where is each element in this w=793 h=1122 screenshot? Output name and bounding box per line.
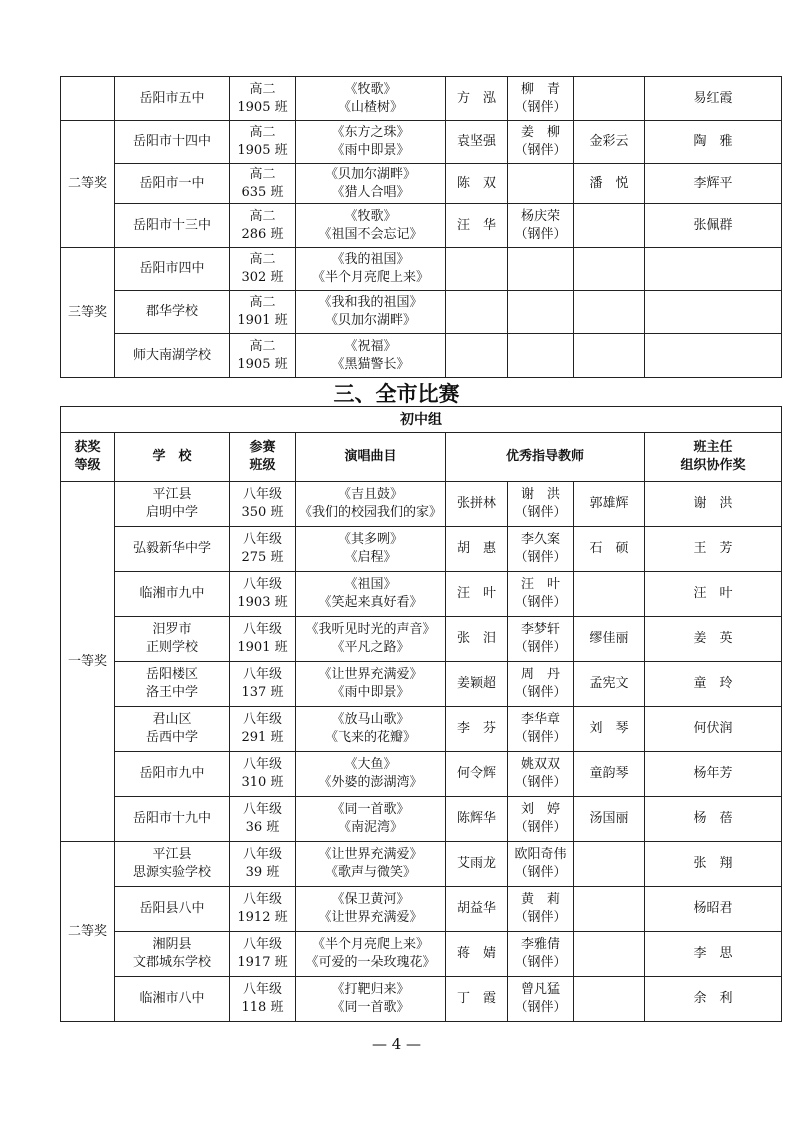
teacher-cell	[574, 842, 645, 887]
teacher-cell: 童韵琴	[574, 752, 645, 797]
class-cell: 高二 635 班	[230, 164, 296, 204]
teacher-cell: 汪 华	[446, 204, 508, 248]
accompanist-cell: 李梦轩 （钢伴）	[508, 617, 574, 662]
teacher-cell: 孟宪文	[574, 662, 645, 707]
header-coordinator: 班主任 组织协作奖	[645, 433, 782, 482]
table-row	[61, 887, 782, 932]
coordinator-cell	[645, 334, 782, 378]
class-cell: 八年级 1901 班	[230, 617, 296, 662]
school-cell: 平江县 启明中学	[115, 482, 230, 527]
coordinator-cell	[645, 248, 782, 291]
award-level: 二等奖	[61, 842, 115, 1022]
class-cell: 高二 1905 班	[230, 334, 296, 378]
coordinator-cell: 易红霞	[645, 77, 782, 121]
accompanist-cell: 周 丹 （钢伴）	[508, 662, 574, 707]
teacher-cell	[446, 248, 508, 291]
accompanist-cell: 李雅倩 （钢伴）	[508, 932, 574, 977]
class-cell: 高二 1905 班	[230, 121, 296, 164]
songs-cell: 《祝福》 《黑猫警长》	[296, 334, 446, 378]
award-level: 三等奖	[61, 248, 115, 378]
teacher-cell	[446, 291, 508, 334]
header-songs: 演唱曲目	[296, 433, 446, 482]
songs-cell: 《保卫黄河》 《让世界充满爱》	[296, 887, 446, 932]
table-row	[61, 572, 782, 617]
songs-cell: 《我的祖国》 《半个月亮爬上来》	[296, 248, 446, 291]
accompanist-cell	[508, 334, 574, 378]
songs-cell: 《我和我的祖国》 《贝加尔湖畔》	[296, 291, 446, 334]
class-cell: 八年级 137 班	[230, 662, 296, 707]
header-teachers: 优秀指导教师	[446, 433, 645, 482]
table-row	[61, 617, 782, 662]
teacher-cell	[574, 334, 645, 378]
teacher-cell: 陈 双	[446, 164, 508, 204]
award-level: 二等奖	[61, 121, 115, 248]
teacher-cell: 郭雄辉	[574, 482, 645, 527]
table-row	[61, 482, 782, 527]
school-cell: 岳阳市十四中	[115, 121, 230, 164]
teacher-cell	[446, 334, 508, 378]
songs-cell: 《半个月亮爬上来》 《可爱的一朵玫瑰花》	[296, 932, 446, 977]
teacher-cell: 陈辉华	[446, 797, 508, 842]
accompanist-cell: 柳 青 （钢伴）	[508, 77, 574, 121]
coordinator-cell: 杨年芳	[645, 752, 782, 797]
coordinator-cell: 谢 洪	[645, 482, 782, 527]
header-row	[61, 433, 782, 482]
teacher-cell: 张 汨	[446, 617, 508, 662]
school-cell: 汨罗市 正则学校	[115, 617, 230, 662]
coordinator-cell: 陶 雅	[645, 121, 782, 164]
teacher-cell: 何令辉	[446, 752, 508, 797]
teacher-cell: 胡益华	[446, 887, 508, 932]
teacher-cell	[574, 572, 645, 617]
header-award: 获奖 等级	[61, 433, 115, 482]
award-level: 一等奖	[61, 482, 115, 842]
table-row	[61, 121, 782, 164]
school-cell: 师大南湖学校	[115, 334, 230, 378]
school-cell: 湘阴县 文郡城东学校	[115, 932, 230, 977]
coordinator-cell: 张佩群	[645, 204, 782, 248]
class-cell: 高二 286 班	[230, 204, 296, 248]
songs-cell: 《贝加尔湖畔》 《猎人合唱》	[296, 164, 446, 204]
songs-cell: 《牧歌》 《祖国不会忘记》	[296, 204, 446, 248]
award-cell	[61, 77, 115, 121]
teacher-cell: 李 芬	[446, 707, 508, 752]
teacher-cell: 姜颖超	[446, 662, 508, 707]
header-class: 参赛 班级	[230, 433, 296, 482]
teacher-cell: 方 泓	[446, 77, 508, 121]
teacher-cell: 胡 惠	[446, 527, 508, 572]
school-cell: 岳阳市一中	[115, 164, 230, 204]
accompanist-cell: 杨庆荣 （钢伴）	[508, 204, 574, 248]
accompanist-cell: 黄 莉 （钢伴）	[508, 887, 574, 932]
teacher-cell: 潘 悦	[574, 164, 645, 204]
coordinator-cell: 余 利	[645, 977, 782, 1022]
coordinator-cell: 张 翔	[645, 842, 782, 887]
teacher-cell	[574, 77, 645, 121]
songs-cell: 《打靶归来》 《同一首歌》	[296, 977, 446, 1022]
coordinator-cell: 童 玲	[645, 662, 782, 707]
accompanist-cell: 曾凡猛 （钢伴）	[508, 977, 574, 1022]
class-cell: 八年级 1917 班	[230, 932, 296, 977]
coordinator-cell: 何伏润	[645, 707, 782, 752]
table-row	[61, 752, 782, 797]
teacher-cell: 张拼林	[446, 482, 508, 527]
table-row	[61, 527, 782, 572]
songs-cell: 《大鱼》 《外婆的澎湖湾》	[296, 752, 446, 797]
accompanist-cell	[508, 291, 574, 334]
teacher-cell: 缪佳丽	[574, 617, 645, 662]
accompanist-cell: 姜 柳 （钢伴）	[508, 121, 574, 164]
school-cell: 弘毅新华中学	[115, 527, 230, 572]
coordinator-cell: 李辉平	[645, 164, 782, 204]
teacher-cell	[574, 977, 645, 1022]
coordinator-cell: 王 芳	[645, 527, 782, 572]
teacher-cell	[574, 291, 645, 334]
table-row	[61, 291, 782, 334]
accompanist-cell: 欧阳奇伟 （钢伴）	[508, 842, 574, 887]
accompanist-cell	[508, 248, 574, 291]
teacher-cell: 袁坚强	[446, 121, 508, 164]
class-cell: 八年级 291 班	[230, 707, 296, 752]
accompanist-cell	[508, 164, 574, 204]
coordinator-cell: 李 思	[645, 932, 782, 977]
teacher-cell	[574, 248, 645, 291]
teacher-cell	[574, 204, 645, 248]
table-row	[61, 204, 782, 248]
accompanist-cell: 李久案 （钢伴）	[508, 527, 574, 572]
class-cell: 八年级 275 班	[230, 527, 296, 572]
teacher-cell: 汤国丽	[574, 797, 645, 842]
table-row	[61, 334, 782, 378]
teacher-cell: 艾雨龙	[446, 842, 508, 887]
table-row	[61, 164, 782, 204]
table-row	[61, 842, 782, 887]
school-cell: 岳阳市九中	[115, 752, 230, 797]
table-row	[61, 77, 782, 121]
teacher-cell: 刘 琴	[574, 707, 645, 752]
accompanist-cell: 李华章 （钢伴）	[508, 707, 574, 752]
teacher-cell: 金彩云	[574, 121, 645, 164]
class-cell: 八年级 310 班	[230, 752, 296, 797]
school-cell: 平江县 思源实验学校	[115, 842, 230, 887]
class-cell: 八年级 36 班	[230, 797, 296, 842]
songs-cell: 《东方之珠》 《雨中即景》	[296, 121, 446, 164]
songs-cell: 《放马山歌》 《飞来的花瓣》	[296, 707, 446, 752]
accompanist-cell: 刘 婷 （钢伴）	[508, 797, 574, 842]
songs-cell: 《同一首歌》 《南泥湾》	[296, 797, 446, 842]
school-cell: 岳阳市四中	[115, 248, 230, 291]
accompanist-cell: 谢 洪 （钢伴）	[508, 482, 574, 527]
songs-cell: 《牧歌》 《山楂树》	[296, 77, 446, 121]
coordinator-cell	[645, 291, 782, 334]
table-row	[61, 977, 782, 1022]
table-row	[61, 797, 782, 842]
class-cell: 八年级 350 班	[230, 482, 296, 527]
teacher-cell: 石 硕	[574, 527, 645, 572]
school-cell: 临湘市九中	[115, 572, 230, 617]
school-cell: 岳阳县八中	[115, 887, 230, 932]
table-row	[61, 662, 782, 707]
accompanist-cell: 姚双双 （钢伴）	[508, 752, 574, 797]
class-cell: 高二 302 班	[230, 248, 296, 291]
class-cell: 高二 1901 班	[230, 291, 296, 334]
class-cell: 八年级 118 班	[230, 977, 296, 1022]
songs-cell: 《让世界充满爱》 《歌声与微笑》	[296, 842, 446, 887]
teacher-cell	[574, 887, 645, 932]
table-row	[61, 932, 782, 977]
group-title: 初中组	[61, 407, 782, 433]
school-cell: 岳阳市十三中	[115, 204, 230, 248]
class-cell: 高二 1905 班	[230, 77, 296, 121]
songs-cell: 《其多咧》 《启程》	[296, 527, 446, 572]
school-cell: 君山区 岳西中学	[115, 707, 230, 752]
section-title: 三、全市比赛	[333, 382, 460, 406]
coordinator-cell: 汪 叶	[645, 572, 782, 617]
teacher-cell: 汪 叶	[446, 572, 508, 617]
coordinator-cell: 杨昭君	[645, 887, 782, 932]
accompanist-cell: 汪 叶 （钢伴）	[508, 572, 574, 617]
songs-cell: 《祖国》 《笑起来真好看》	[296, 572, 446, 617]
school-cell: 郡华学校	[115, 291, 230, 334]
teacher-cell: 蒋 婧	[446, 932, 508, 977]
junior-awards-table	[60, 406, 782, 1022]
coordinator-cell: 姜 英	[645, 617, 782, 662]
class-cell: 八年级 1912 班	[230, 887, 296, 932]
class-cell: 八年级 1903 班	[230, 572, 296, 617]
coordinator-cell: 杨 蓓	[645, 797, 782, 842]
page-number: — 4 —	[371, 1035, 422, 1053]
school-cell: 岳阳楼区 洛王中学	[115, 662, 230, 707]
group-row	[61, 407, 782, 433]
songs-cell: 《我听见时光的声音》 《平凡之路》	[296, 617, 446, 662]
school-cell: 岳阳市五中	[115, 77, 230, 121]
table-row	[61, 707, 782, 752]
school-cell: 临湘市八中	[115, 977, 230, 1022]
songs-cell: 《吉且鼓》 《我们的校园我们的家》	[296, 482, 446, 527]
teacher-cell	[574, 932, 645, 977]
header-school: 学 校	[115, 433, 230, 482]
senior-awards-table-continued	[60, 76, 782, 378]
teacher-cell: 丁 霞	[446, 977, 508, 1022]
school-cell: 岳阳市十九中	[115, 797, 230, 842]
table-row	[61, 248, 782, 291]
songs-cell: 《让世界充满爱》 《雨中即景》	[296, 662, 446, 707]
class-cell: 八年级 39 班	[230, 842, 296, 887]
